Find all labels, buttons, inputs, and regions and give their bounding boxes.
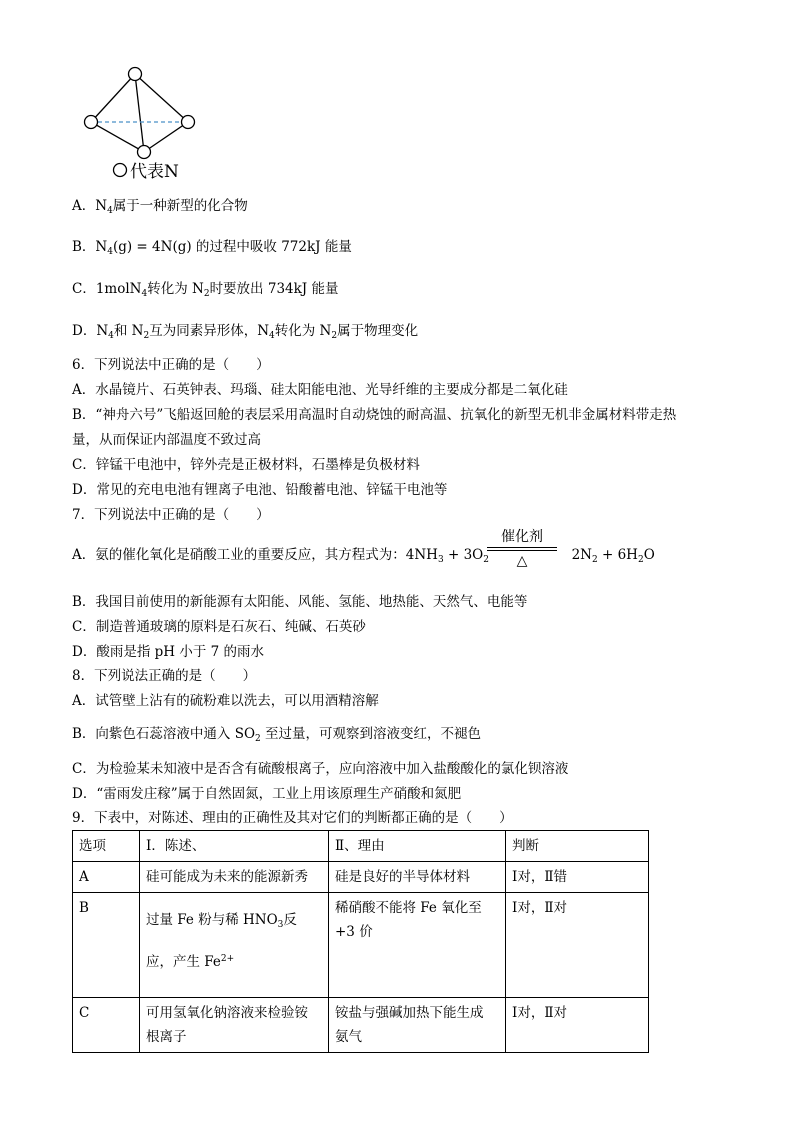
q8-option-d: D．“雷雨发庄稼”属于自然固氮，工业上用该原理生产硝酸和氮肥 (72, 786, 462, 802)
q8-stem: 8．下列说法正确的是（ ） (72, 668, 257, 684)
q9-table (72, 830, 649, 1053)
table-row (73, 862, 649, 893)
table-cell: B (73, 893, 140, 998)
q5-option-d: D．$N_4$和 $N_2$互为同素异形体，$N_4$转化为 $N_2$属于物理变化 (72, 323, 419, 341)
q6-option-b-cont: 量，从而保证内部温度不致过高 (72, 432, 261, 448)
table-header: Ⅰ．陈述、 (140, 831, 329, 862)
table-header: 选项 (73, 831, 140, 862)
q7-option-c: C．制造普通玻璃的原料是石灰石、纯碱、石英砂 (72, 619, 366, 635)
q5-option-b: B．$N_4(g) = 4N(g)$ 的过程中吸收 772kJ 能量 (72, 239, 352, 257)
q6-option-d: D．常见的充电电池有锂离子电池、铅酸蓄电池、锌锰干电池等 (72, 482, 448, 498)
heat-symbol: △ (516, 553, 528, 569)
table-header: 判断 (506, 831, 649, 862)
q7-option-b: B．我国目前使用的新能源有太阳能、风能、氢能、地热能、天然气、电能等 (72, 594, 528, 610)
catalyst-label: 催化剂 (501, 529, 543, 545)
reaction-condition (487, 529, 557, 569)
table-cell: A (73, 862, 140, 893)
reaction-arrow-bar (487, 547, 557, 551)
table-cell: 稀硝酸不能将 Fe 氧化至 +3 价 (329, 893, 506, 998)
q8-option-b: B．向紫色石蕊溶液中通入 $SO_2$ 至过量，可观察到溶液变红，不褪色 (72, 726, 482, 744)
table-header: Ⅱ、理由 (329, 831, 506, 862)
table-cell: Ⅰ对，Ⅱ对 (506, 893, 649, 998)
table-cell: 硅可能成为未来的能源新秀 (140, 862, 329, 893)
table-cell: 硅是良好的半导体材料 (329, 862, 506, 893)
q7-stem: 7．下列说法中正确的是（ ） (72, 507, 270, 523)
table-cell: 过量 Fe 粉与稀 $HNO_3$反 应，产生 $Fe^{2+}$ (140, 893, 329, 998)
q6-option-b: B．“神舟六号”飞船返回舱的表层采用高温时自动烧蚀的耐高温、抗氧化的新型无机非金属材料带走热 (72, 407, 677, 423)
q6-option-c: C．锌锰干电池中，锌外壳是正极材料，石墨棒是负极材料 (72, 457, 420, 473)
table-row (73, 893, 649, 998)
q9-stem: 9．下表中，对陈述、理由的正确性及其对它们的判断都正确的是（ ） (72, 810, 513, 826)
q5-option-c: C．1molN$_4$转化为 $N_2$时要放出 734kJ 能量 (72, 281, 339, 299)
table-cell: Ⅰ对，Ⅱ对 (506, 998, 649, 1053)
q5-option-a: A．$N_4$属于一种新型的化合物 (72, 198, 248, 216)
q7-option-a: A．氨的催化氧化是硝酸工业的重要反应，其方程式为：$4NH_3 + 3O_2$ $2N_2 + 6H_2O$ (72, 547, 655, 565)
q8-option-a: A．试管壁上沾有的硫粉难以洗去，可以用酒精溶解 (72, 693, 379, 709)
table-cell: Ⅰ对，Ⅱ错 (506, 862, 649, 893)
q6-option-a: A．水晶镜片、石英钟表、玛瑙、硅太阳能电池、光导纤维的主要成分都是二氧化硅 (72, 382, 568, 398)
table-cell: 铵盐与强碱加热下能生成 氨气 (329, 998, 506, 1053)
q7-option-d: D．酸雨是指 pH 小于 7 的雨水 (72, 644, 264, 660)
table-cell: 可用氢氧化钠溶液来检验铵 根离子 (140, 998, 329, 1053)
table-header-row (73, 831, 649, 862)
q8-option-c: C．为检验某未知液中是否含有硫酸根离子，应向溶液中加入盐酸酸化的氯化钡溶液 (72, 761, 569, 777)
figure-caption: 代表N (130, 162, 179, 182)
q6-stem: 6．下列说法中正确的是（ ） (72, 357, 270, 373)
table-row (73, 998, 649, 1053)
table-cell: C (73, 998, 140, 1053)
